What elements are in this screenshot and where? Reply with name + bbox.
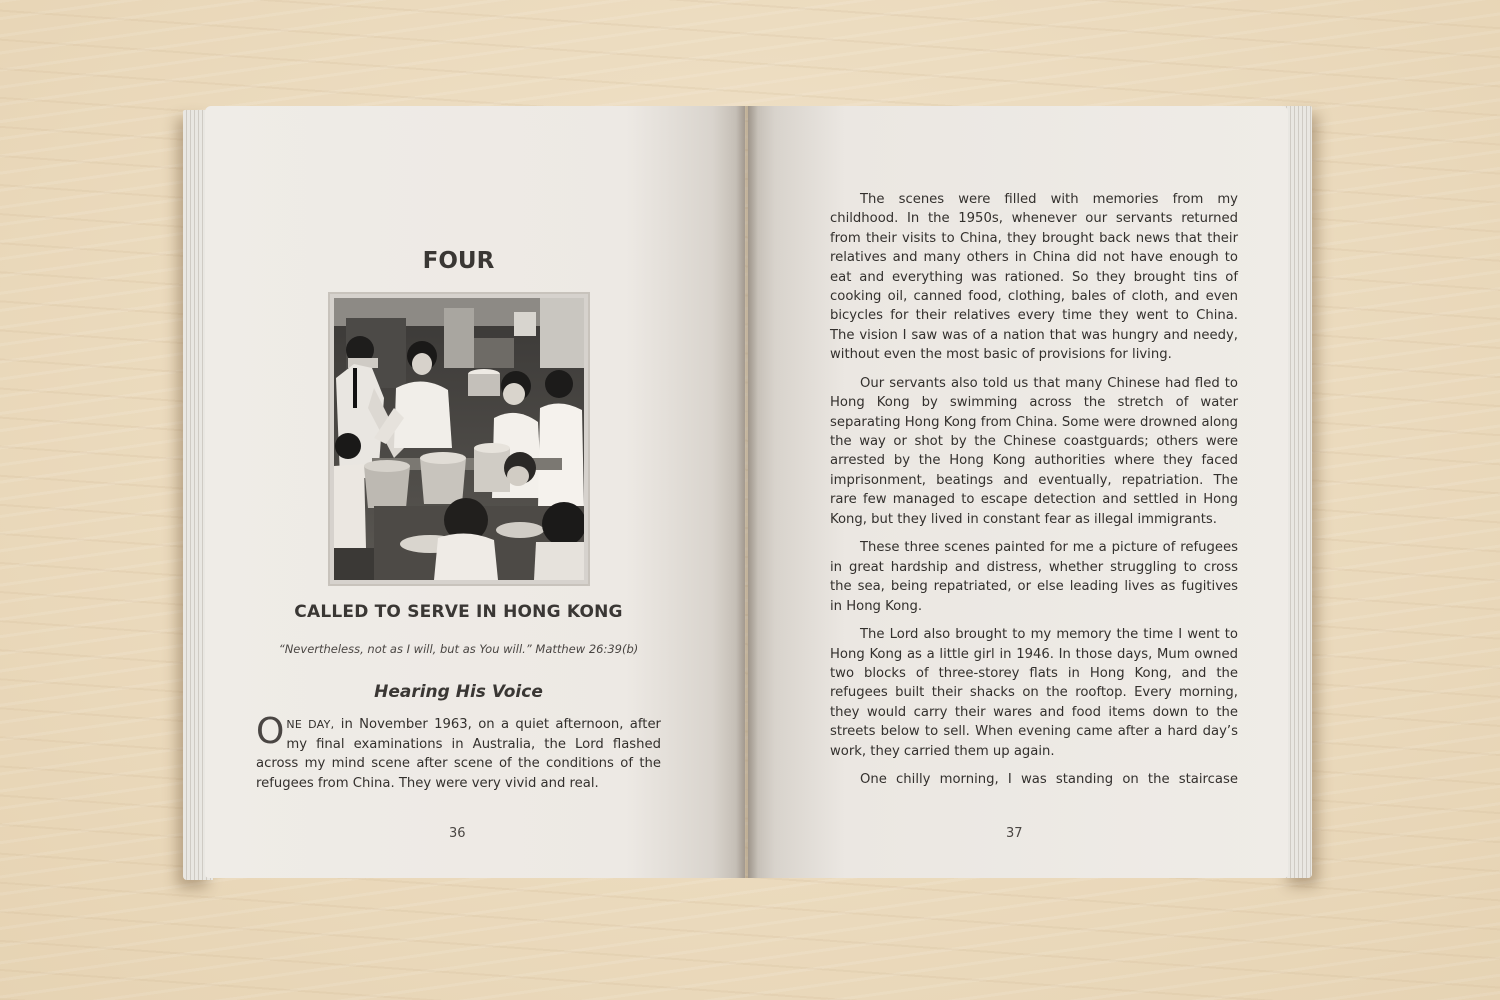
section-heading: Hearing His Voice <box>374 682 543 702</box>
chapter-number: FOUR <box>422 248 495 274</box>
opening-paragraph <box>256 711 661 793</box>
body-text <box>830 190 1238 799</box>
paragraph-2: Our servants also told us that many Chinese had fled to Hong Kong by swimming across the stretch of water separating Hong Kong from China. Some were drowned along the way or shot by the Chinese coastguards; others were arrested by the Hong Kong authorities where they faced imprisonment, beatings and eventually, repatriation. The rare few managed to escape detection and settled in Hong Kong, but they lived in constant fear as illegal immigrants. <box>830 375 1238 527</box>
page-number-left: 36 <box>449 826 466 841</box>
photo-image <box>334 298 584 580</box>
photo-illustration <box>334 298 584 580</box>
paragraph-4: The Lord also brought to my memory the time I went to Hong Kong as a little girl in 1946. In those days, Mum owned two blocks of three-storey flats in Hong Kong, and the refugees built their shacks on the rooftop. Every morning, they would carry their wares and food items down to the streets below to sell. When evening came after a hard day’s work, they carried them up again. <box>830 627 1238 759</box>
chapter-photo <box>328 292 590 586</box>
chapter-title: CALLED TO SERVE IN HONG KONG <box>294 602 623 622</box>
drop-cap: O <box>256 711 285 752</box>
epigraph: “Nevertheless, not as I will, but as You will.” Matthew 26:39(b) <box>278 642 639 656</box>
paragraph-3: These three scenes painted for me a picture of refugees in great hardship and distress, whether struggling to cross the sea, being repatriated, or else leading lives as fugitives in Hong Kong. <box>830 540 1238 614</box>
left-page <box>205 106 745 878</box>
paragraph-5: One chilly morning, I was standing on the staircase <box>860 772 1238 788</box>
page-number-right: 37 <box>1006 826 1023 841</box>
right-page <box>748 106 1288 878</box>
opening-text: in November 1963, on a quiet afternoon, after my final examinations in Australia, the Lord flashed across my mind scene after scene of the conditions of the refugees from China. They were very vivid and real. <box>256 717 661 791</box>
opening-small-caps: NE DAY, <box>286 718 335 731</box>
paragraph-1: The scenes were filled with memories from my childhood. In the 1950s, whenever our servants returned from their visits to China, they brought back news that their relatives and many others in China did not have enough to eat and everything was rationed. So they brought tins of cooking oil, canned food, clothing, bales of cloth, and even bicycles for their relatives every time they went to China. The vision I saw was of a nation that was hungry and needy, without even the most basic of provisions for living. <box>830 192 1238 363</box>
spine-gutter <box>736 106 758 878</box>
